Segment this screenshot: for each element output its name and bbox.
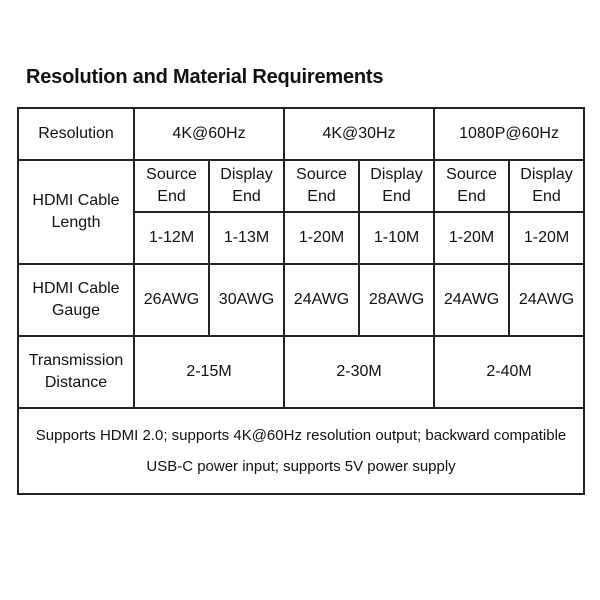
end-subheader: Source End: [434, 160, 509, 212]
end-subheader: Source End: [284, 160, 359, 212]
cable-length-value: 1-20M: [434, 212, 509, 264]
resolution-header: 4K@30Hz: [284, 108, 434, 160]
cable-gauge-value: 30AWG: [209, 264, 284, 336]
end-subheader: Display End: [509, 160, 584, 212]
end-subheader: Display End: [209, 160, 284, 212]
length-subheader-row: [18, 160, 584, 212]
transmission-distance-label: Transmission Distance: [18, 336, 134, 408]
gauge-row: [18, 264, 584, 336]
cable-length-value: 1-10M: [359, 212, 434, 264]
transmission-distance-value: 2-30M: [284, 336, 434, 408]
distance-row: [18, 336, 584, 408]
transmission-distance-value: 2-40M: [434, 336, 584, 408]
cable-gauge-value: 26AWG: [134, 264, 209, 336]
cable-gauge-label: HDMI Cable Gauge: [18, 264, 134, 336]
cable-length-label: HDMI Cable Length: [18, 160, 134, 264]
notes-cell: [18, 408, 584, 494]
cable-length-value: 1-20M: [509, 212, 584, 264]
cable-gauge-value: 24AWG: [509, 264, 584, 336]
resolution-row: [18, 108, 584, 160]
note-line: USB-C power input; supports 5V power supply: [146, 457, 456, 475]
transmission-distance-value: 2-15M: [134, 336, 284, 408]
cable-length-value: 1-20M: [284, 212, 359, 264]
resolution-header: 4K@60Hz: [134, 108, 284, 160]
cable-gauge-value: 28AWG: [359, 264, 434, 336]
cable-gauge-value: 24AWG: [284, 264, 359, 336]
resolution-label: Resolution: [18, 108, 134, 160]
end-subheader: Source End: [134, 160, 209, 212]
cable-length-value: 1-13M: [209, 212, 284, 264]
notes-row: [18, 408, 584, 494]
cable-gauge-value: 24AWG: [434, 264, 509, 336]
spec-table: [17, 107, 585, 495]
note-line: Supports HDMI 2.0; supports 4K@60Hz resolution output; backward compatible: [35, 426, 567, 444]
resolution-header: 1080P@60Hz: [434, 108, 584, 160]
end-subheader: Display End: [359, 160, 434, 212]
cable-length-value: 1-12M: [134, 212, 209, 264]
page-title: Resolution and Material Requirements: [26, 66, 384, 88]
